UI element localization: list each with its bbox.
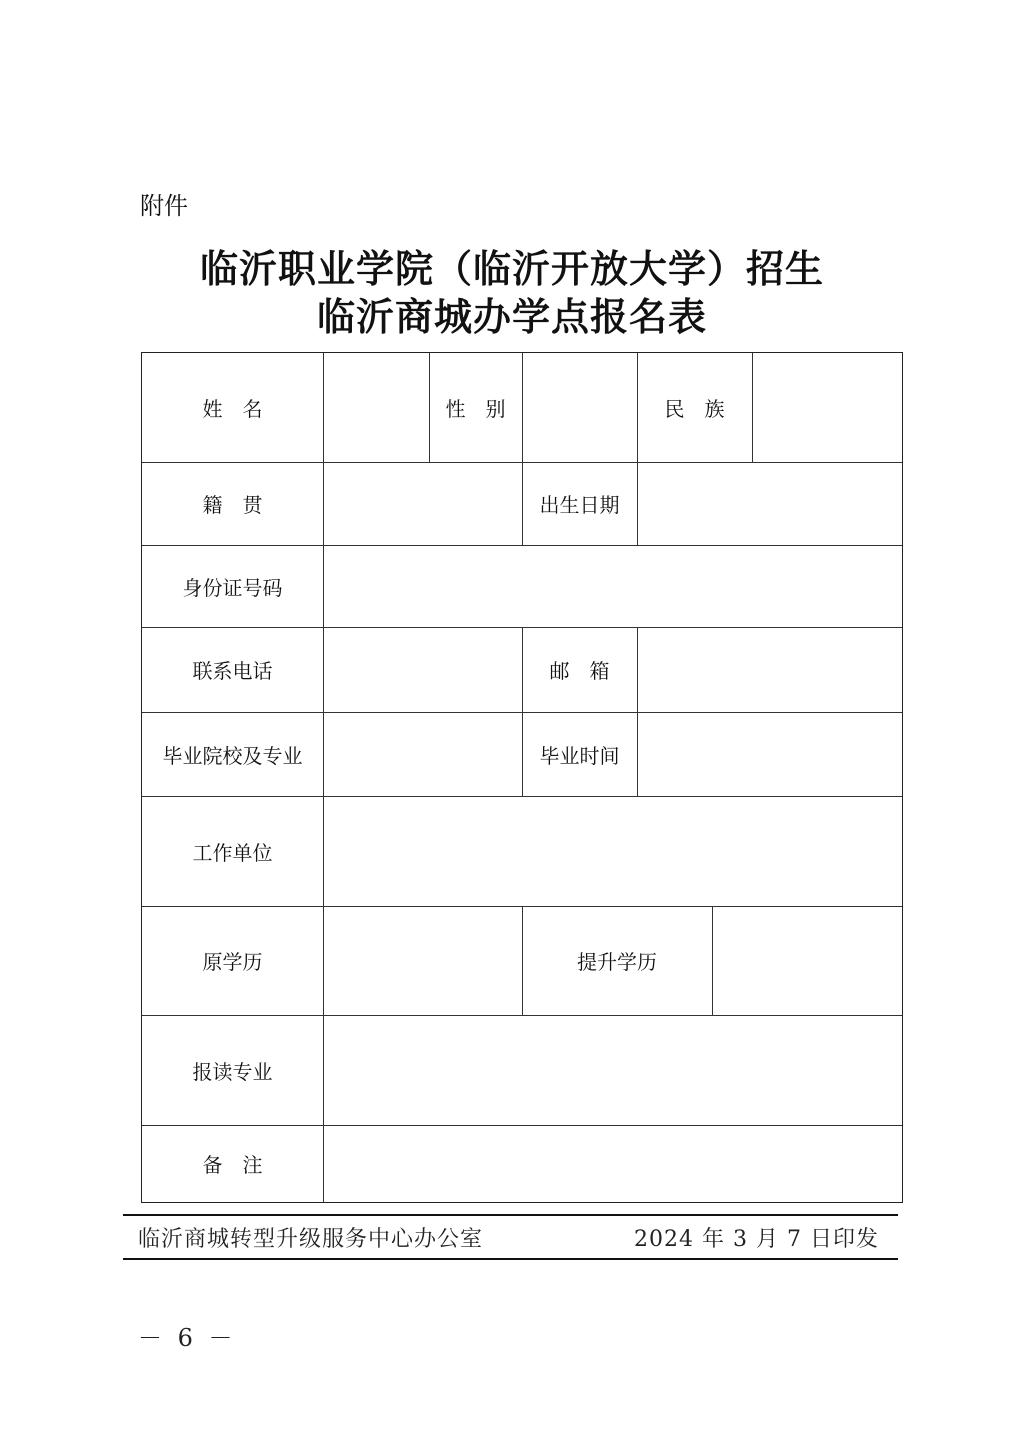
attachment-label: 附件 <box>140 192 188 220</box>
form-title-line1: 临沂职业学院（临沂开放大学）招生 <box>199 246 824 291</box>
ethnicity-field[interactable] <box>753 353 902 462</box>
name-label: 姓 名 <box>202 397 263 421</box>
name-field[interactable] <box>324 353 429 462</box>
ethnicity-label: 民 族 <box>664 397 725 421</box>
phone-field[interactable] <box>324 627 522 712</box>
applied-major-label: 报读专业 <box>192 1059 273 1084</box>
school-major-field[interactable] <box>324 712 522 796</box>
birthdate-field[interactable] <box>638 462 902 545</box>
upgraded-education-field[interactable] <box>713 906 902 1015</box>
gender-label: 性 别 <box>445 397 506 421</box>
issue-date-text: 2024 年 3 月 7 日印发 <box>634 1227 879 1252</box>
original-education-field[interactable] <box>324 906 522 1015</box>
school-major-label: 毕业院校及专业 <box>162 743 303 768</box>
workplace-field[interactable] <box>324 796 902 906</box>
remarks-field[interactable] <box>324 1125 902 1202</box>
gender-field[interactable] <box>523 353 637 462</box>
email-field[interactable] <box>638 627 902 712</box>
page-number: － 6 － <box>138 1324 237 1352</box>
workplace-label: 工作单位 <box>192 840 273 865</box>
graduation-time-field[interactable] <box>638 712 902 796</box>
graduation-time-label: 毕业时间 <box>539 743 620 768</box>
upgraded-education-label: 提升学历 <box>577 950 657 974</box>
id-number-field[interactable] <box>324 545 902 627</box>
phone-label: 联系电话 <box>192 659 273 683</box>
remarks-label: 备 注 <box>202 1153 263 1177</box>
form-title-line2: 临沂商城办学点报名表 <box>316 294 707 339</box>
hometown-field[interactable] <box>324 462 522 545</box>
id-number-label: 身份证号码 <box>182 575 283 600</box>
footer-top-rule <box>123 1214 898 1216</box>
hometown-label: 籍 贯 <box>202 493 263 517</box>
original-education-label: 原学历 <box>202 950 263 974</box>
registration-form-table <box>141 352 903 1203</box>
applied-major-field[interactable] <box>324 1015 902 1125</box>
issuer-text: 临沂商城转型升级服务中心办公室 <box>138 1227 484 1252</box>
birthdate-label: 出生日期 <box>539 493 620 517</box>
footer-bottom-rule <box>123 1258 898 1260</box>
email-label: 邮 箱 <box>549 659 610 683</box>
